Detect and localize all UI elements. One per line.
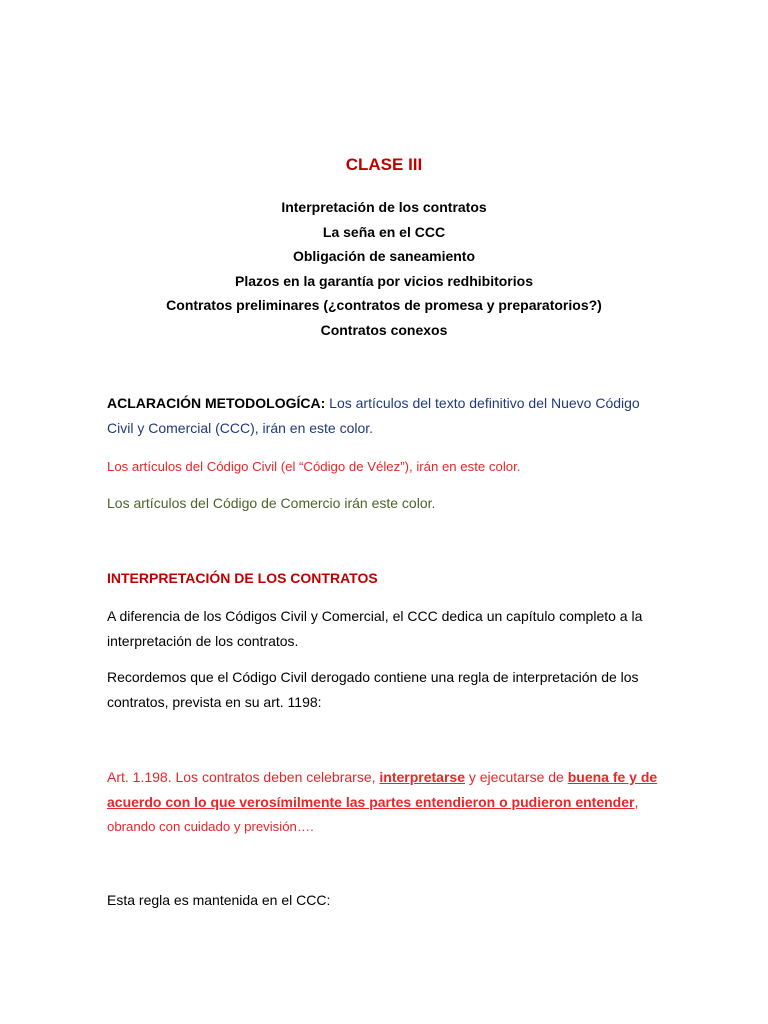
paragraph: A diferencia de los Códigos Civil y Comercial, el CCC dedica un capítulo completo a la interpretación de los contratos. [107,608,643,649]
topic-item: Obligación de saneamiento [292,248,476,264]
methodology-note [107,391,667,440]
paragraph: Esta regla es mantenida en el CCC: [107,892,331,908]
methodology-label: ACLARACIÓN METODOLOGÍCA: [107,395,326,411]
article-text: , [634,793,639,810]
velez-color-note: Los artículos del Código Civil (el “Código de Vélez”), irán en este color. [107,459,521,474]
topic-item: Contratos preliminares (¿contratos de promesa y preparatorios?) [166,297,602,313]
section-heading: INTERPRETACIÓN DE LOS CONTRATOS [107,570,378,586]
comercio-color-note: Los artículos del Código de Comercio irán este color. [107,495,436,511]
article-text: obrando con cuidado y previsión…. [107,819,314,834]
article-text: y ejecutarse de [464,769,568,785]
article-text: Art. 1.198. Los contratos deben celebrarse, [107,769,380,785]
topic-item: Plazos en la garantía por vicios redhibitorios [235,272,533,289]
methodology-text: Los artículos del texto definitivo del Nuevo Código Civil y Comercial (CCC), irán en este color. [107,395,640,436]
topic-list [0,195,768,342]
article-quote [107,765,667,840]
topic-item: Interpretación de los contratos [281,199,487,215]
article-emphasis: interpretarse [379,769,465,785]
topic-item: Contratos conexos [320,321,448,338]
page-title: CLASE III [345,155,423,174]
article-emphasis: buena fe y de acuerdo con lo que verosímilmente las partes entendieron o pudieron entender [107,769,658,810]
paragraph: Recordemos que el Código Civil derogado contiene una regla de interpretación de los contratos, prevista en su art. 1198: [107,669,639,710]
topic-item: La seña en el CCC [322,223,446,240]
